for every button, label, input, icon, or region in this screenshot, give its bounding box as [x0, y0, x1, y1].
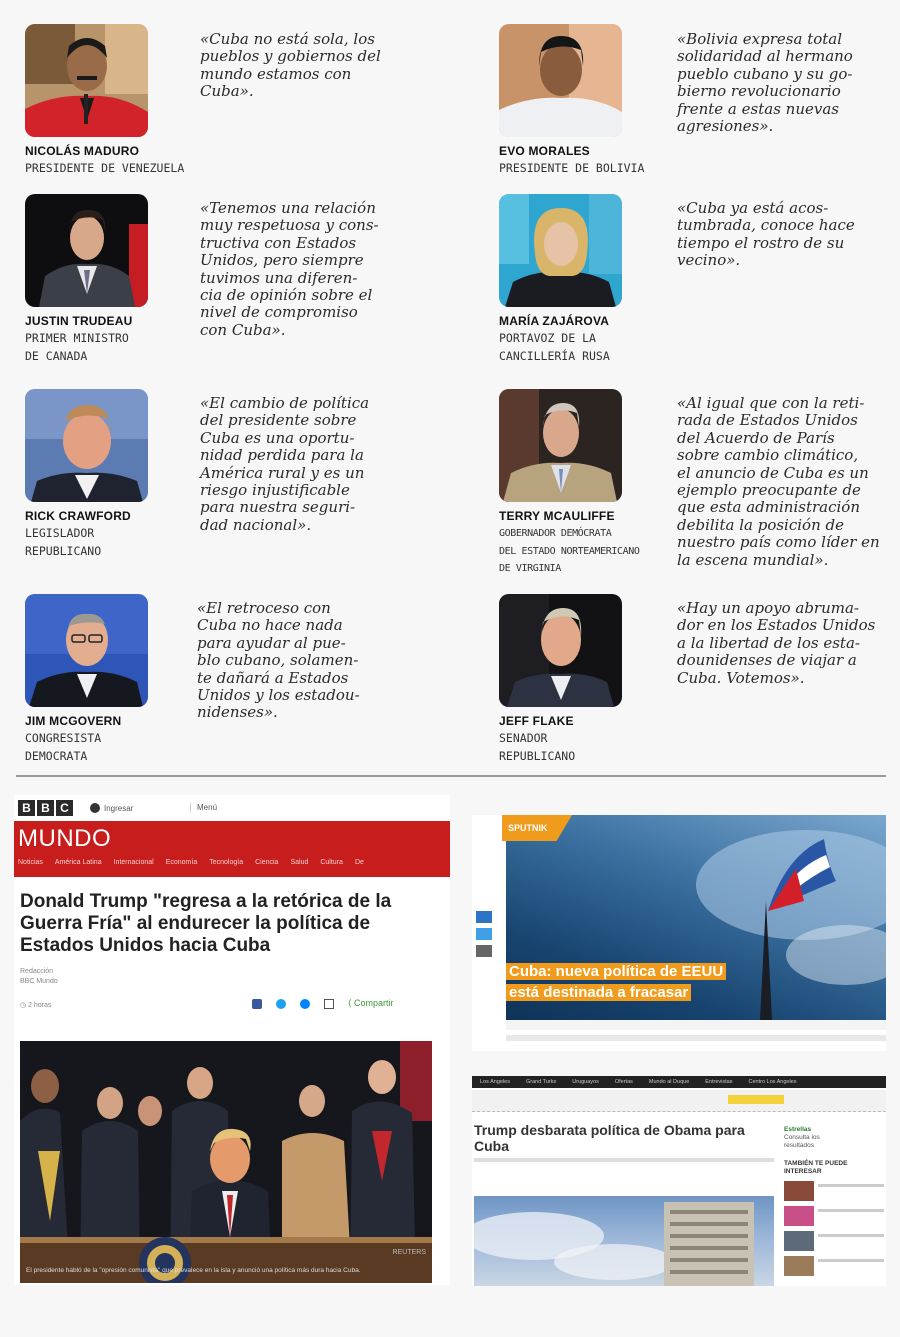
- article-headline: Trump desbarata política de Obama para Cuba: [474, 1122, 745, 1154]
- nav-item[interactable]: Tecnología: [209, 859, 244, 866]
- email-icon[interactable]: [324, 999, 334, 1009]
- menu-link[interactable]: Menú: [190, 803, 217, 812]
- nav-item[interactable]: Noticias: [18, 859, 43, 866]
- speaker-role: PRESIDENTE DE VENEZUELA: [25, 161, 185, 175]
- related-item[interactable]: [784, 1256, 884, 1276]
- nav-item[interactable]: Centro Los Angeles: [748, 1079, 797, 1085]
- speaker-role: LEGISLADOR REPUBLICANO: [25, 526, 102, 558]
- sign-in-link[interactable]: Ingresar: [90, 803, 133, 813]
- speaker-name: JIM MCGOVERN: [25, 714, 122, 728]
- portrait-photo: [25, 194, 148, 307]
- quote-text: «Tenemos una relación muy respetuosa y cons- tructiva con Estados Unidos, pero siempre tuvimos una diferen- cia de opinión sobre el nivel de compromiso con Cuba».: [200, 199, 379, 339]
- thumbnail-image: [784, 1206, 814, 1226]
- facebook-icon[interactable]: [252, 999, 262, 1009]
- social-share-column: [476, 911, 492, 957]
- footer-bar: [506, 1035, 886, 1041]
- twitter-icon[interactable]: [276, 999, 286, 1009]
- thumbnail-image: [784, 1256, 814, 1276]
- portrait-photo: [25, 389, 148, 502]
- nav-item[interactable]: De: [354, 859, 364, 866]
- quote-text: «Al igual que con la reti- rada de Estados Unidos del Acuerdo de París sobre cambio climático, el anuncio de Cuba es un ejemplo preocupante de que esta administración debilita la posición de nuestro país como líder en la escena mundial».: [677, 394, 880, 569]
- speaker-role: PORTAVOZ DE LA CANCILLERÍA RUSA: [499, 331, 610, 363]
- speaker-role: CONGRESISTA DEMOCRATA: [25, 731, 102, 763]
- share-bar: [252, 998, 394, 1009]
- bbc-logo[interactable]: B B C: [18, 800, 73, 816]
- meta-bar: [506, 1020, 886, 1030]
- speaker-role: SENADOR REPUBLICANO: [499, 731, 576, 763]
- nav-item[interactable]: Economía: [165, 859, 198, 866]
- bbc-mundo-screenshot: [14, 795, 450, 1285]
- article-headline: Cuba: nueva política de EEUU está destinada a fracasar: [506, 961, 736, 1003]
- news-portal-screenshot: [472, 1076, 886, 1286]
- nav-item[interactable]: Ofertas: [614, 1079, 633, 1085]
- quote-text: «Cuba no está sola, los pueblos y gobiernos del mundo estamos con Cuba».: [200, 30, 381, 101]
- related-item[interactable]: [784, 1206, 884, 1226]
- quote-text: «El cambio de política del presidente sobre Cuba es una oportu- nidad perdida para la América rural y es un riesgo injustificable para nuestra seguri- dad nacional».: [200, 394, 370, 534]
- speaker-name: TERRY MCAULIFFE: [499, 509, 615, 523]
- speaker-role: PRIMER MINISTRO DE CANADA: [25, 331, 129, 363]
- messenger-icon[interactable]: [300, 999, 310, 1009]
- bbc-topbar: [14, 795, 450, 821]
- nav-item[interactable]: Los Angeles: [480, 1079, 510, 1085]
- nav-item[interactable]: América Latina: [54, 859, 102, 866]
- quote-text: «Cuba ya está acos- tumbrada, conoce hace tiempo el rostro de su vecino».: [677, 199, 855, 270]
- share-button[interactable]: ⟨ Compartir: [348, 998, 394, 1008]
- article-photo: [20, 1041, 432, 1283]
- related-item[interactable]: [784, 1231, 884, 1251]
- email-icon[interactable]: [476, 945, 492, 957]
- nav-item[interactable]: Salud: [290, 859, 309, 866]
- article-photo: [474, 1196, 774, 1286]
- nav-item[interactable]: Mundo al Duque: [648, 1079, 690, 1085]
- nav-item[interactable]: Entrevistas: [705, 1079, 733, 1085]
- thumbnail-image: [784, 1231, 814, 1251]
- sidebar: [784, 1126, 884, 1286]
- portrait-photo: [25, 24, 148, 137]
- nav-item[interactable]: Cultura: [320, 859, 343, 866]
- speaker-name: EVO MORALES: [499, 144, 590, 158]
- nav-item[interactable]: Ciencia: [255, 859, 279, 866]
- speaker-role: PRESIDENTE DE BOLIVIA: [499, 161, 645, 175]
- speaker-name: MARÍA ZAJÁROVA: [499, 314, 610, 328]
- quote-text: «El retroceso con Cuba no hace nada para ayudar al pue- blo cubano, solamen- te dañará a Estados Unidos y los estadou- nidenses».: [197, 599, 360, 722]
- article-subline: [474, 1158, 774, 1162]
- article-byline: Redacción BBC Mundo: [20, 968, 58, 985]
- article-time: ◷ 2 horas: [20, 1002, 52, 1009]
- quote-text: «Hay un apoyo abruma- dor en los Estados Unidos a la libertad de los esta- dounidenses de viajar a Cuba. Votemos».: [677, 599, 876, 687]
- portrait-photo: [499, 24, 622, 137]
- section-title[interactable]: MUNDO: [18, 825, 112, 852]
- bbc-nav: [18, 859, 364, 866]
- speaker-name: JUSTIN TRUDEAU: [25, 314, 133, 328]
- sputnik-logo-text: SPUTNIK: [508, 823, 548, 833]
- ad-strip: [472, 1090, 886, 1112]
- section-divider: [16, 775, 886, 777]
- nav-item[interactable]: Grand Turks: [525, 1079, 557, 1085]
- speaker-name: JEFF FLAKE: [499, 714, 574, 728]
- photo-caption: El presidente habló de la "opresión comunista" que prevalece en la isla y anunció una política más dura hacia Cuba.: [26, 1267, 361, 1274]
- nav-item[interactable]: Internacional: [113, 859, 154, 866]
- related-item[interactable]: [784, 1181, 884, 1201]
- speaker-role: GOBERNADOR DEMÓCRATA DEL ESTADO NORTEAMERICANO DE VIRGINIA: [499, 528, 640, 574]
- portal-nav: [472, 1076, 886, 1088]
- speaker-name: NICOLÁS MADURO: [25, 144, 140, 158]
- nav-item[interactable]: Uruguayos: [572, 1079, 599, 1085]
- bbc-section-header: [14, 821, 450, 877]
- related-heading: TAMBIÉN TE PUEDE INTERESAR: [784, 1160, 848, 1175]
- thumbnail-image: [784, 1181, 814, 1201]
- article-headline: Donald Trump "regresa a la retórica de la Guerra Fría" al endurecer la política de Estados Unidos hacia Cuba: [20, 891, 392, 956]
- speaker-name: RICK CRAWFORD: [25, 509, 131, 523]
- portrait-photo: [499, 389, 622, 502]
- sidebar-promo[interactable]: Estrellas Consulta los resultados: [784, 1126, 820, 1149]
- twitter-icon[interactable]: [476, 928, 492, 940]
- portrait-photo: [25, 594, 148, 707]
- quote-text: «Bolivia expresa total solidaridad al hermano pueblo cubano y su go- bierno revolucionario frente a estas nuevas agresiones».: [677, 30, 853, 136]
- photo-credit: REUTERS: [392, 1249, 426, 1256]
- portrait-photo: [499, 194, 622, 307]
- ad-banner[interactable]: [728, 1095, 784, 1104]
- user-icon: [90, 803, 100, 813]
- facebook-icon[interactable]: [476, 911, 492, 923]
- sputnik-screenshot: [472, 815, 886, 1051]
- portrait-photo: [499, 594, 622, 707]
